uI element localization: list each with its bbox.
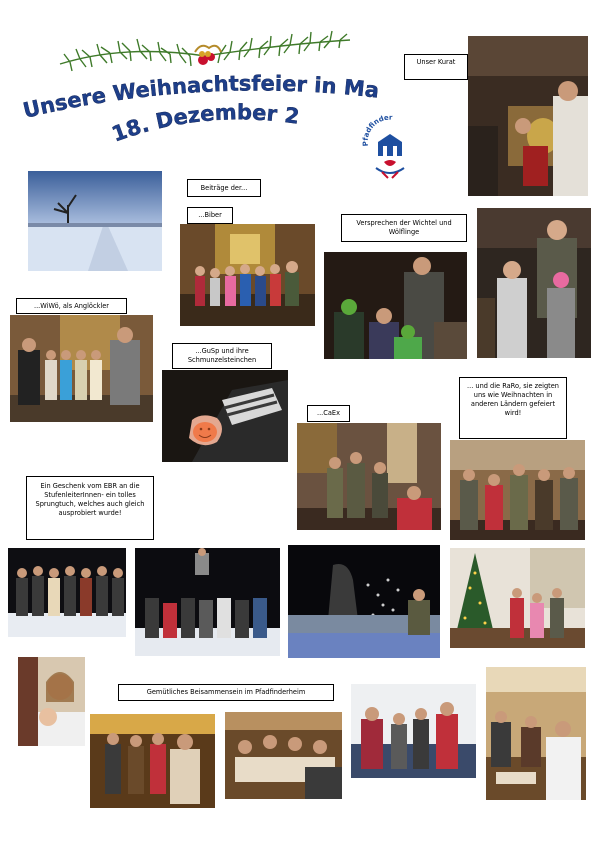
- title-line-1: Unsere Weihnachtsfeier in Ma: [20, 71, 381, 123]
- photo-raro: [450, 440, 585, 540]
- photo-heim-3: [351, 684, 476, 778]
- svg-text:Unsere Weihnachtsfeier in Mari: [20, 70, 380, 123]
- page-title: [20, 70, 390, 145]
- photo-winter-landscape: [28, 171, 162, 271]
- caption-kurat: Unser Kurat: [404, 54, 468, 80]
- caption-wiwoe: ...WiWö, als Anglöckler: [16, 298, 127, 314]
- caption-caex: ...CaEx: [307, 405, 350, 422]
- photo-christmas-tree: [450, 548, 585, 648]
- caption-beitraege: Beiträge der...: [187, 179, 261, 197]
- logo-text: Pfadfinder: [362, 114, 393, 147]
- photo-sprungtuch-3: [288, 545, 440, 658]
- photo-heim-1: [90, 714, 215, 808]
- caption-biber: ...Biber: [187, 207, 233, 224]
- photo-sprungtuch-2: [135, 548, 280, 656]
- photo-caex: [297, 423, 441, 530]
- caption-versprechen: Versprechen der Wichtel und Wölflinge: [341, 214, 467, 242]
- photo-wichtel-group: [477, 208, 591, 358]
- pfadfinder-logo: [362, 114, 418, 182]
- photo-heim-4: [486, 667, 586, 800]
- title-line-2: 18. Dezember 2: [108, 100, 301, 145]
- caption-gemuetlich: Gemütliches Beisammensein im Pfadfinderheim: [118, 684, 334, 701]
- photo-biber: [180, 224, 315, 326]
- caption-geschenk: Ein Geschenk vom EBR an die StufenleiterInnen- ein tolles Sprungtuch, welches auch gleich ausprobiert wurde!: [26, 476, 154, 540]
- caption-gusp: ...GuSp und ihre Schmunzelsteinchen: [172, 343, 272, 369]
- photo-mother-child: [18, 657, 85, 746]
- photo-wiwoe: [10, 315, 153, 422]
- photo-kurat: [468, 36, 588, 196]
- photo-gusp-schmunzelstein: [162, 370, 288, 462]
- photo-sprungtuch-1: [8, 548, 126, 637]
- caption-raro: ... und die RaRo, sie zeigten uns wie Weihnachten in anderen Ländern gefeiert wird!: [459, 377, 567, 439]
- photo-versprechen: [324, 252, 467, 359]
- photo-heim-2: [225, 712, 342, 799]
